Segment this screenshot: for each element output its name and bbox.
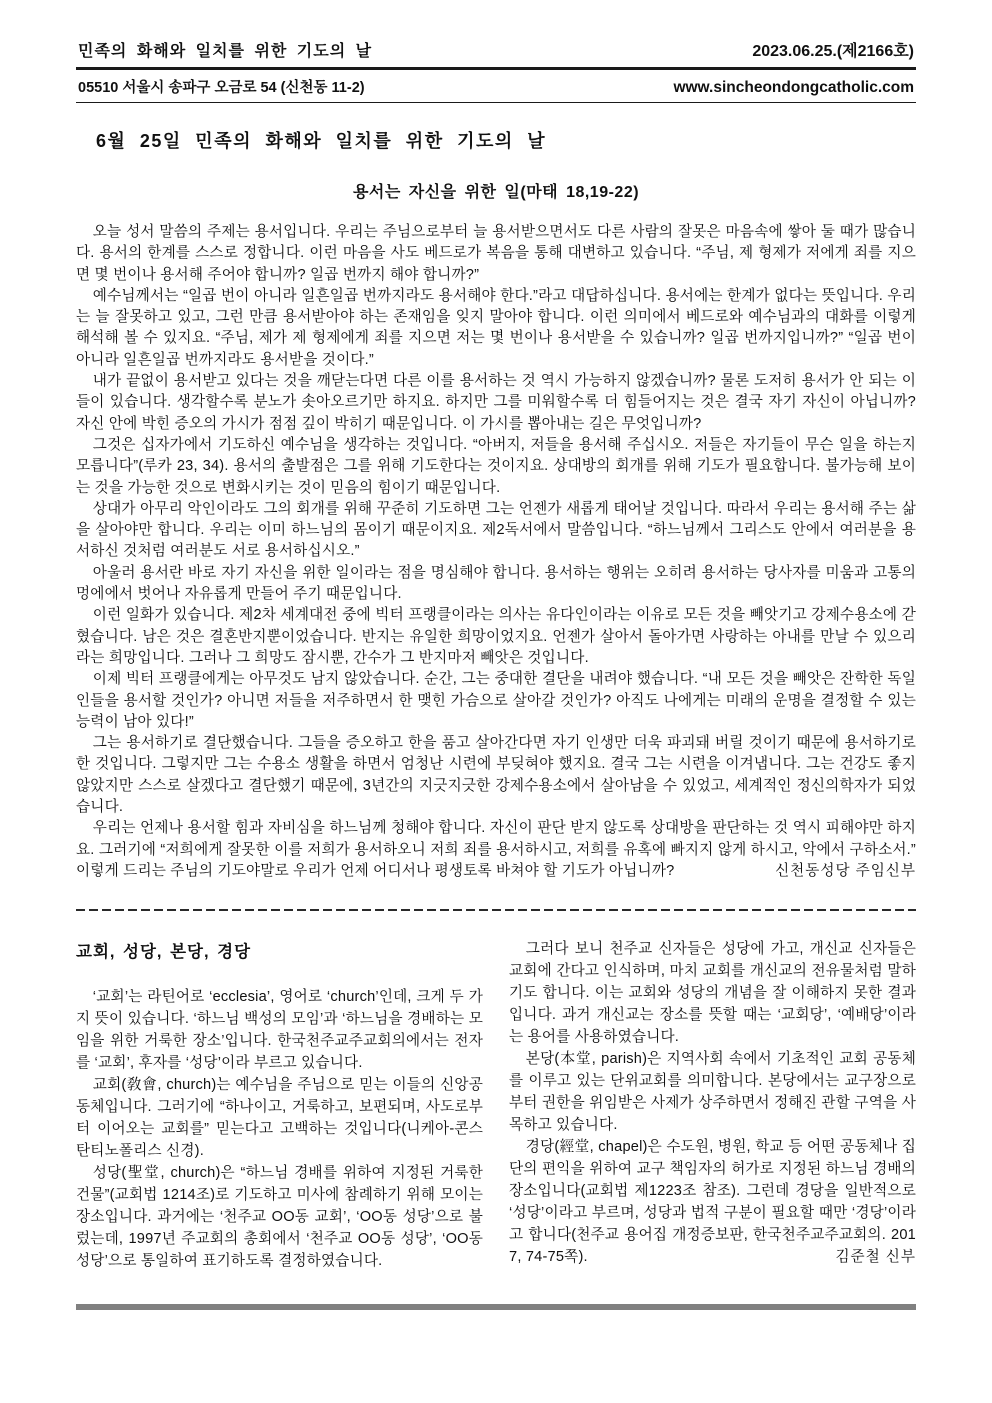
issue-date: 2023.06.25.(제2166호): [752, 43, 914, 60]
paragraph: 성당(聖堂, church)은 “하느님 경배를 위하여 지정된 거룩한 건물”(교회법 1214조)로 기도하고 미사에 참례하기 위해 모이는 장소입니다. 과거에는 ‘천주교 OO동 교회’, ‘OO동 성당’으로 불렀는데, 1997년 주교회의 총회에서 ‘천주교 OO동 성당’, ‘OO동 성당’으로 통일하여 표기하도록 결정하였습니다.: [76, 1165, 483, 1270]
bulletin-content: [76, 127, 916, 1310]
glossary-left-column: [76, 938, 483, 1272]
paragraph: 그러다 보니 천주교 신자들은 성당에 가고, 개신교 신자들은 교회에 간다고 인식하며, 마치 교회를 개신교의 전유물처럼 말하기도 합니다. 이는 교회와 성당의 개념을 잘 이해하지 못한 결과입니다. 과거 개신교는 장소를 뜻할 때는 ‘교회당’, ‘예배당’이라는 용어를 사용하였습니다.: [509, 941, 916, 1046]
section-divider: [76, 909, 916, 911]
paragraph: 이런 일화가 있습니다. 제2차 세계대전 중에 빅터 프랭클이라는 의사는 유다인이라는 이유로 모든 것을 빼앗기고 강제수용소에 갇혔습니다. 남은 것은 결혼반지뿐이었습니다. 반지는 유일한 희망이었지요. 언젠가 살아서 돌아가면 사랑하는 아내를 만날 수 있으리라는 희망입니다. 그러나 그 희망도 잠시뿐, 간수가 그 반지마저 빼앗은 것입니다.: [76, 607, 916, 666]
paragraph: 교회(敎會, church)는 예수님을 주님으로 믿는 이들의 신앙공동체입니다. 그러기에 “하나이고, 거룩하고, 보편되며, 사도로부터 이어오는 교회를” 믿는다고 고백하는 것입니다(니케아-콘스탄티노폴리스 신경).: [76, 1077, 483, 1160]
masthead-title: 민족의 화해와 일치를 위한 기도의 날: [78, 43, 373, 60]
church-address: 05510 서울시 송파구 오금로 54 (신천동 11-2): [78, 80, 365, 96]
paragraph: ‘교회’는 라틴어로 ‘ecclesia’, 영어로 ‘church’인데, 크게 두 가지 뜻이 있습니다. ‘하느님 백성의 모임’과 ‘하느님을 경배하는 모임을 위한 거룩한 장소’입니다. 한국천주교주교회의에서는 전자를 ‘교회’, 후자를 ‘성당’이라 부르고 있습니다.: [76, 989, 483, 1072]
article-title: 6월 25일 민족의 화해와 일치를 위한 기도의 날: [96, 131, 547, 151]
glossary-heading: 교회, 성당, 본당, 경당: [76, 943, 252, 962]
article-body: [76, 222, 916, 882]
bottom-rule: [76, 1304, 916, 1310]
church-website: www.sincheondongcatholic.com: [673, 79, 914, 96]
paragraph: 본당(本堂, parish)은 지역사회 속에서 기초적인 교회 공동체를 이루고 있는 단위교회를 의미합니다. 본당에서는 교구장으로부터 권한을 위임받은 사제가 상주하면서 정해진 관할 구역을 사목하고 있습니다.: [509, 1051, 916, 1134]
paragraph: 아울러 용서란 바로 자기 자신을 위한 일이라는 점을 명심해야 합니다. 용서하는 행위는 오히려 용서하는 당사자를 미움과 고통의 멍에에서 벗어나 자유롭게 만들어 주기 때문입니다.: [76, 564, 916, 603]
paragraph: 우리는 언제나 용서할 힘과 자비심을 하느님께 청해야 합니다. 자신이 판단 받지 않도록 상대방을 판단하는 것 역시 피해야만 하지요. 그러기에 “저희에게 잘못한 이를 저희가 용서하오니 저희 죄를 용서하시고, 저희를 유혹에 빠지지 않게 하시고, 악에서 구하소서.” 이렇게 드리는 주님의 기도야말로 우리가 언제 어디서나 평생토록 바쳐야 할 기도가 아닙니까?: [76, 820, 916, 879]
masthead: [76, 38, 916, 103]
glossary-signature: 김준철 신부: [835, 1249, 916, 1266]
paragraph: 이제 빅터 프랭클에게는 아무것도 남지 않았습니다. 순간, 그는 중대한 결단을 내려야 했습니다. “내 모든 것을 빼앗은 잔학한 독일인들을 용서할 것인가? 아니면 저들을 저주하면서 한 맺힌 가슴으로 살아갈 것인가? 아직도 나에게는 미래의 운명을 결정할 수 있는 능력이 남아 있다!”: [76, 671, 916, 730]
glossary-right-column: [509, 938, 916, 1272]
glossary-left-body: [76, 986, 483, 1272]
masthead-rule-thin: [76, 102, 916, 103]
paragraph: 오늘 성서 말씀의 주제는 용서입니다. 우리는 주님으로부터 늘 용서받으면서도 다른 사람의 잘못은 마음속에 쌓아 둘 때가 많습니다. 용서의 한계를 스스로 정합니다. 이런 마음을 사도 베드로가 복음을 통해 대변하고 있습니다. “주님, 제 형제가 저에게 죄를 지으면 몇 번이나 용서해 주어야 합니까? 일곱 번까지 해야 합니까?”: [76, 224, 916, 283]
paragraph: 경당(經堂, chapel)은 수도원, 병원, 학교 등 어떤 공동체나 집단의 편익을 위하여 교구 책임자의 허가로 지정된 하느님 경배의 장소입니다(교회법 제1223조 참조). 그런데 경당을 일반적으로 ‘성당’이라고 부르며, 성당과 법적 구분이 필요할 때만 ‘경당’이라고 합니다(천주교 용어집 개정증보판, 한국천주교주교회의. 2017, 74-75쪽).: [509, 1139, 916, 1266]
glossary-section: [76, 938, 916, 1272]
paragraph: 상대가 아무리 악인이라도 그의 회개를 위해 꾸준히 기도하면 그는 언젠가 새롭게 태어날 것입니다. 따라서 우리는 용서해 주는 삶을 살아야만 합니다. 우리는 이미 하느님의 몸이기 때문이지요. 제2독서에서 말씀입니다. “하느님께서 그리스도 안에서 여러분을 용서하신 것처럼 여러분도 서로 용서하십시오.”: [76, 500, 916, 560]
paragraph: 예수님께서는 “일곱 번이 아니라 일흔일곱 번까지라도 용서해야 한다.”라고 대답하십니다. 용서에는 한계가 없다는 뜻입니다. 우리는 늘 잘못하고 있고, 그런 만큼 용서받아야 하는 존재임을 잊지 말아야 합니다. 이런 의미에서 베드로와 예수님과의 대화를 이렇게 해석해 볼 수 있지요. “주님, 제가 제 형제에게 죄를 지으면 저는 몇 번이나 용서받을 수 있습니까? 일곱 번까지입니까?” “일곱 번이 아니라 일흔일곱 번까지라도 용서받을 것이다.”: [76, 287, 916, 368]
masthead-row-bottom: [76, 70, 916, 102]
article-signature: 신천동성당 주임신부: [775, 862, 916, 879]
glossary-right-body: [509, 938, 916, 1268]
article-subtitle: 용서는 자신을 위한 일(마태 18,19-22): [352, 184, 640, 201]
paragraph: 그것은 십자가에서 기도하신 예수님을 생각하는 것입니다. “아버지, 저들을 용서해 주십시오. 저들은 자기들이 무슨 일을 하는지 모릅니다”(루카 23, 34). 용서의 출발점은 그를 위해 기도한다는 것이지요. 상대방의 회개를 위해 기도가 필요합니다. 불가능해 보이는 것을 가능한 것으로 변화시키는 것이 믿음의 힘이기 때문입니다.: [76, 436, 916, 496]
masthead-row-top: [76, 38, 916, 67]
paragraph: 그는 용서하기로 결단했습니다. 그들을 증오하고 한을 품고 살아간다면 자기 인생만 더욱 파괴돼 버릴 것이기 때문에 용서하기로 한 것입니다. 그렇지만 그는 수용소 생활을 하면서 엄청난 시련에 부딪혀야 했지요. 결국 그는 시련을 이겨냅니다. 그는 건강도 좋지 않았지만 스스로 살겠다고 결단했기 때문에, 3년간의 지긋지긋한 강제수용소에서 살아남을 수 있었고, 세계적인 정신의학자가 되었습니다.: [76, 735, 916, 816]
paragraph: 내가 끝없이 용서받고 있다는 것을 깨닫는다면 다른 이를 용서하는 것 역시 가능하지 않겠습니까? 물론 도저히 용서가 안 되는 이들이 있습니다. 생각할수록 분노가 솟아오르기만 하지요. 하지만 그를 미워할수록 더 힘들어지는 것은 결국 자기 자신이 아닙니까? 자신 안에 박힌 증오의 가시가 점점 깊이 박히기 때문입니다. 이 가시를 뽑아내는 길은 무엇입니까?: [76, 373, 916, 432]
